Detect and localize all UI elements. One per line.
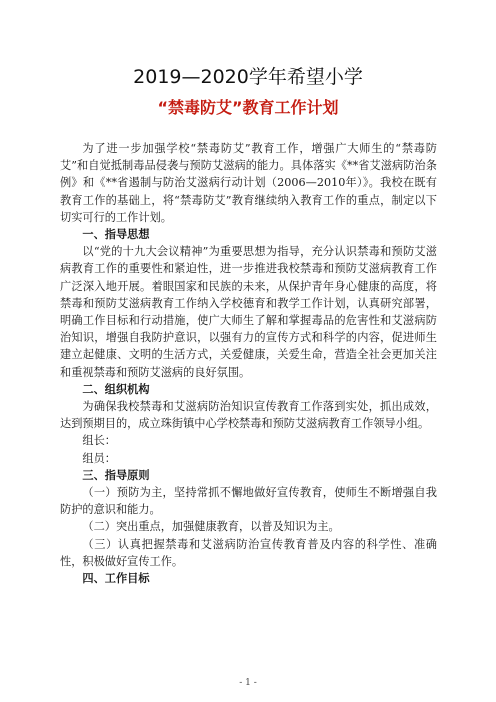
document-title: 2019—2020学年希望小学: [133, 66, 363, 88]
document-body: [60, 140, 437, 587]
document-subtitle: “禁毒防艾”教育工作计划: [157, 98, 339, 117]
section-heading-work-goals: 四、工作目标: [82, 572, 150, 586]
section-heading-principles: 三、指导原则: [82, 468, 150, 482]
principle-item: （三）认真把握禁毒和艾滋病防治宣传教育普及内容的科学性、准确性，积极做好宣传工作。: [60, 537, 437, 568]
organization-paragraph: 为确保我校禁毒和艾滋病防治知识宣传教育工作落到实处，抓出成效，达到预期目的，成立珠街镇中心学校禁毒和预防艾滋病教育工作领导小组。: [60, 400, 437, 431]
section-heading-guiding-ideology: 一、指导思想: [82, 228, 150, 242]
section-heading-organization: 二、组织机构: [82, 382, 150, 396]
intro-paragraph: 为了进一步加强学校“禁毒防艾”教育工作，增强广大师生的“禁毒防艾”和自觉抵制毒品侵袭与预防艾滋病的能力。具体落实《**省艾滋病防治条例》和《**省遏制与防治艾滋病行动计划（2006—2010年）》。我校在既有教育工作的基础上，将“禁毒防艾”教育继续纳入教育工作的重点，制定以下切实可行的工作计划。: [60, 142, 437, 224]
guiding-ideology-paragraph: 以“党的十九大会议精神”为重要思想为指导，充分认识禁毒和预防艾滋病教育工作的重要性和紧迫性，进一步推进我校禁毒和预防艾滋病教育工作广泛深入地开展。着眼国家和民族的未来，从保护青年身心健康的高度，将禁毒和预防艾滋病教育工作纳入学校德育和教学工作计划，认真研究部署，明确工作目标和行动措施，使广大师生了解和掌握毒品的危害性和艾滋病防治知识，增强自我防护意识，以强有力的宣传方式和科学的内容，促进师生建立起健康、文明的生活方式，关爱健康，关爱生命，营造全社会更加关注和重视禁毒和预防艾滋病的良好氛围。: [60, 245, 437, 379]
page-number: - 1 -: [239, 678, 257, 688]
principle-item: （一）预防为主，坚持常抓不懈地做好宣传教育，使师生不断增强自我防护的意识和能力。: [60, 486, 437, 517]
leader-line: 组长：: [82, 434, 116, 448]
members-line: 组员：: [82, 451, 116, 465]
principle-item: （二）突出重点，加强健康教育，以普及知识为主。: [82, 520, 340, 534]
